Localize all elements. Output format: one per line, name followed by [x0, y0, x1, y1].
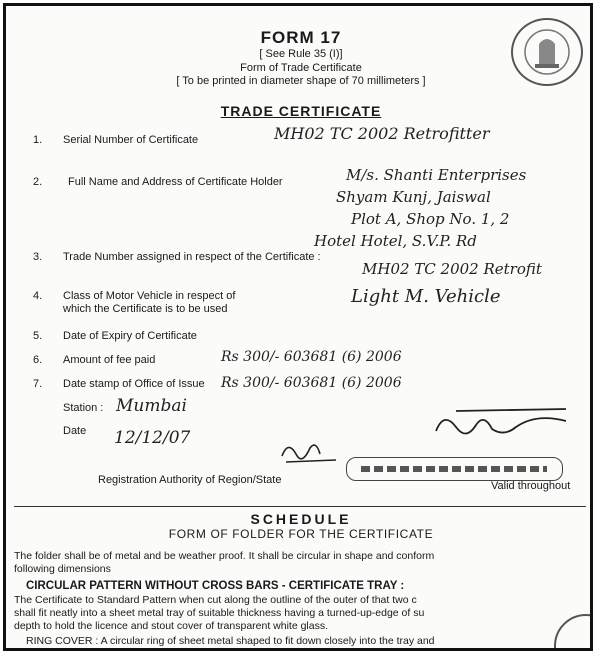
schedule-paragraph: shall fit neatly into a sheet metal tray of suitable thickness having a turned-up-edge of su [14, 607, 425, 619]
item-value-handwritten: MH02 TC 2002 Retrofit [362, 260, 542, 278]
form-number: FORM 17 [260, 28, 342, 47]
address-line: Shyam Kunj, Jaiswal [336, 188, 491, 206]
valid-throughout: Valid throughout [491, 480, 571, 492]
item-label-continued: which the Certificate is to be used [63, 303, 228, 315]
office-seal-strip [346, 457, 563, 481]
station-value: Mumbai [116, 396, 187, 416]
date-value: 12/12/07 [114, 428, 191, 448]
schedule-paragraph: following dimensions [14, 563, 111, 575]
item-label: Date of Expiry of Certificate [63, 330, 197, 342]
registration-authority: Registration Authority of Region/State [98, 474, 282, 486]
address-line: Hotel Hotel, S.V.P. Rd [314, 232, 477, 250]
item-value-handwritten: Rs 300/- 603681 (6) 2006 [221, 375, 402, 391]
schedule-paragraph: depth to hold the licence and stout cover of transparent white glass. [14, 620, 329, 632]
print-note: [ To be printed in diameter shape of 70 millimeters ] [176, 75, 426, 87]
item-label: Class of Motor Vehicle in respect of [63, 290, 236, 302]
schedule-paragraph: The folder shall be of metal and be weather proof. It shall be circular in shape and conform [14, 550, 435, 562]
item-label: Full Name and Address of Certificate Holder [68, 176, 283, 188]
folder-title: FORM OF FOLDER FOR THE CERTIFICATE [168, 527, 434, 541]
item-value-handwritten: M/s. Shanti Enterprises [346, 166, 527, 184]
form-name: Form of Trade Certificate [240, 62, 362, 74]
item-label: Serial Number of Certificate [63, 134, 199, 146]
item-number: 2. [33, 176, 43, 188]
rule-reference: [ See Rule 35 (I)] [259, 48, 343, 60]
item-label: Amount of fee paid [63, 354, 156, 366]
item-number: 4. [33, 290, 43, 302]
schedule-title: SCHEDULE [250, 511, 352, 527]
circular-pattern-heading: CIRCULAR PATTERN WITHOUT CROSS BARS - CERTIFICATE TRAY : [26, 580, 405, 592]
document-frame [3, 3, 593, 651]
item-number: 3. [33, 251, 43, 263]
item-number: 7. [33, 378, 43, 390]
item-value-handwritten: MH02 TC 2002 Retrofitter [274, 124, 490, 143]
schedule-paragraph: The Certificate to Standard Pattern when cut along the outline of the outer of that two c [14, 594, 417, 606]
date-label: Date [63, 425, 87, 437]
ring-cover-text: RING COVER : A circular ring of sheet metal shaped to fit down closely into the tray and [26, 635, 435, 647]
authority-signature [426, 401, 576, 451]
item-value-handwritten: Light M. Vehicle [351, 286, 501, 307]
item-number: 5. [33, 330, 43, 342]
item-value-handwritten: Rs 300/- 603681 (6) 2006 [221, 349, 402, 365]
address-line: Plot A, Shop No. 1, 2 [351, 210, 510, 228]
station-label: Station : [63, 402, 104, 414]
schedule-divider [14, 506, 586, 507]
certificate-title: TRADE CERTIFICATE [220, 103, 382, 119]
item-label: Date stamp of Office of Issue [63, 378, 205, 390]
officer-initials-signature [276, 436, 346, 470]
item-number: 6. [33, 354, 43, 366]
bottom-stamp [554, 614, 593, 651]
item-number: 1. [33, 134, 43, 146]
item-label: Trade Number assigned in respect of the Certificate : [63, 251, 321, 263]
